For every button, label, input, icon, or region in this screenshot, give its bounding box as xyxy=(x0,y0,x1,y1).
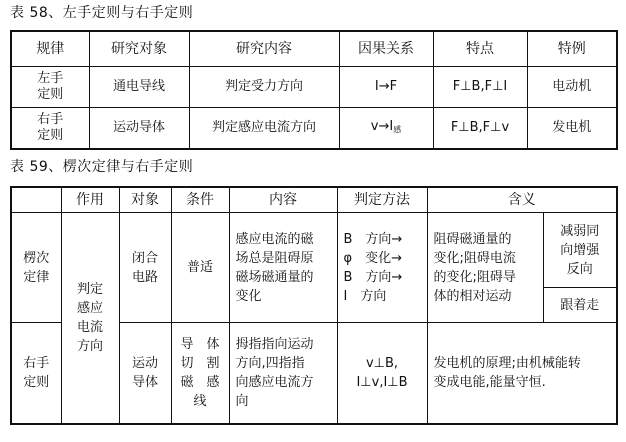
table-58 xyxy=(10,30,618,150)
lenz-meaning-a-cell: 减弱同 向增强 反向 xyxy=(543,213,617,288)
table-row xyxy=(11,213,617,288)
table-cell: I→F xyxy=(339,67,433,108)
function-cell: 判定 感应 电流 方向 xyxy=(61,213,119,425)
table-row xyxy=(11,108,617,150)
table-row xyxy=(11,67,617,108)
header-cell-meaning: 含义 xyxy=(427,187,617,213)
table-cell: F⊥B,F⊥I xyxy=(433,67,527,108)
table-header-row xyxy=(11,187,617,213)
table-cell: 发电机 xyxy=(527,108,617,150)
table-58-caption: 表 58、左手定则与右手定则 xyxy=(10,5,194,21)
induced-subscript: 感 xyxy=(393,124,402,134)
causality-text: v→I xyxy=(370,118,394,134)
header-cell-method: 判定方法 xyxy=(337,187,427,213)
lenz-method-cell: B 方向→ φ 变化→ B 方向→ I 方向 xyxy=(337,213,427,323)
table-cell: F⊥B,F⊥v xyxy=(433,108,527,150)
header-cell-feature: 特点 xyxy=(433,31,527,67)
table-cell: 通电导线 xyxy=(89,67,189,108)
table-header-row xyxy=(11,31,617,67)
header-cell-content: 内容 xyxy=(229,187,337,213)
lenz-object-cell: 闭合 电路 xyxy=(119,213,171,323)
right-hand-method-cell: v⊥B, I⊥v,I⊥B xyxy=(337,323,427,425)
table-cell: 左手 定则 xyxy=(11,67,89,108)
table-59 xyxy=(10,186,618,425)
lenz-meaning-cell: 阻碍磁通量的 变化;阻碍电流 的变化;阻碍导 体的相对运动 xyxy=(427,213,543,323)
header-cell-causality: 因果关系 xyxy=(339,31,433,67)
header-cell-rule: 规律 xyxy=(11,31,89,67)
header-cell-function: 作用 xyxy=(61,187,119,213)
table-cell: 判定感应电流方向 xyxy=(189,108,339,150)
table-cell xyxy=(339,108,433,150)
table-cell: 右手 定则 xyxy=(11,108,89,150)
table-cell: 电动机 xyxy=(527,67,617,108)
lenz-content-cell: 感应电流的磁 场总是阻碍原 磁场磁通量的 变化 xyxy=(229,213,337,323)
lenz-condition-cell: 普适 xyxy=(171,213,229,323)
header-cell-example: 特例 xyxy=(527,31,617,67)
header-cell-object: 对象 xyxy=(119,187,171,213)
right-hand-condition-cell: 导 体 切 割 磁 感 线 xyxy=(171,323,229,425)
lenz-name-cell: 楞次 定律 xyxy=(11,213,61,323)
header-cell-object: 研究对象 xyxy=(89,31,189,67)
lenz-meaning-b-cell: 跟着走 xyxy=(543,288,617,323)
header-cell-content: 研究内容 xyxy=(189,31,339,67)
header-cell-condition: 条件 xyxy=(171,187,229,213)
right-hand-content-cell: 拇指指向运动 方向,四指指 向感应电流方 向 xyxy=(229,323,337,425)
right-hand-name-cell: 右手 定则 xyxy=(11,323,61,425)
header-cell-blank xyxy=(11,187,61,213)
table-59-caption: 表 59、楞次定律与右手定则 xyxy=(10,159,194,175)
table-cell: 运动导体 xyxy=(89,108,189,150)
right-hand-meaning-cell: 发电机的原理;由机械能转 变成电能,能量守恒. xyxy=(427,323,617,425)
table-cell: 判定受力方向 xyxy=(189,67,339,108)
right-hand-object-cell: 运动 导体 xyxy=(119,323,171,425)
